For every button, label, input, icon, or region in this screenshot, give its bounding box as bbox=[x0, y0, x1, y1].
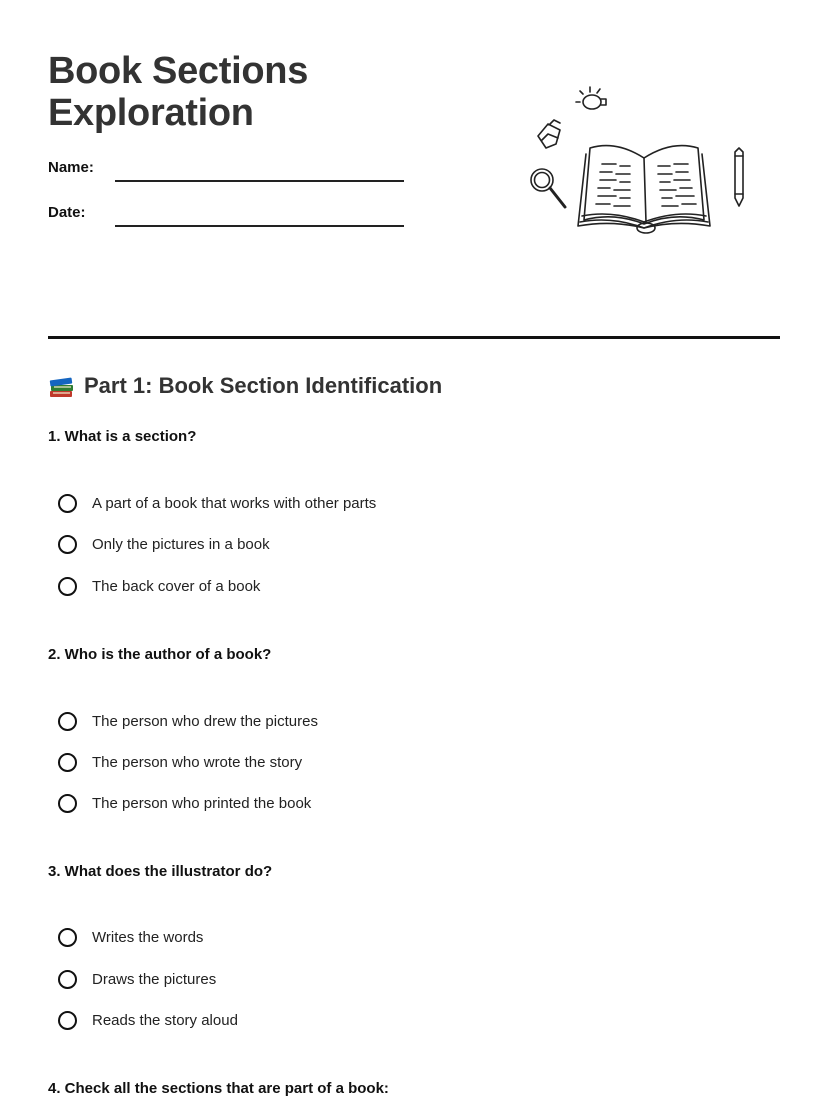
question-1: 1. What is a section? bbox=[48, 428, 197, 445]
q1-option-2[interactable] bbox=[58, 532, 270, 556]
books-icon bbox=[48, 373, 76, 399]
radio-button[interactable] bbox=[58, 1011, 77, 1030]
option-label: Reads the story aloud bbox=[92, 1011, 238, 1029]
option-label: The person who drew the pictures bbox=[92, 712, 318, 730]
q2-option-3[interactable] bbox=[58, 791, 311, 815]
worksheet-title bbox=[48, 50, 308, 134]
open-book-illustration bbox=[528, 84, 752, 240]
magnifier-icon bbox=[531, 169, 565, 207]
name-label: Name: bbox=[48, 159, 94, 176]
option-label: The person who wrote the story bbox=[92, 753, 303, 771]
question-3: 3. What does the illustrator do? bbox=[48, 863, 273, 880]
option-label: Draws the pictures bbox=[92, 970, 217, 988]
q2-option-2[interactable] bbox=[58, 750, 302, 774]
question-4: 4. Check all the sections that are part of a book: bbox=[48, 1080, 389, 1097]
q1-option-1[interactable] bbox=[58, 491, 376, 515]
bulb-doodle-icon bbox=[576, 87, 606, 109]
q3-option-3[interactable] bbox=[58, 1008, 238, 1032]
q3-option-1[interactable] bbox=[58, 925, 203, 949]
open-book-icon bbox=[578, 146, 710, 233]
option-label: The person who printed the book bbox=[92, 794, 312, 812]
title-line-1: Book Sections bbox=[48, 50, 309, 92]
radio-button[interactable] bbox=[58, 753, 77, 772]
date-field[interactable] bbox=[115, 225, 404, 227]
radio-button[interactable] bbox=[58, 794, 77, 813]
radio-button[interactable] bbox=[58, 535, 77, 554]
pencil-icon bbox=[735, 148, 743, 206]
q1-option-3[interactable] bbox=[58, 574, 260, 598]
inkwell-icon bbox=[538, 120, 560, 148]
title-line-2: Exploration bbox=[48, 92, 254, 134]
option-label: A part of a book that works with other parts bbox=[92, 494, 377, 512]
date-label: Date: bbox=[48, 204, 86, 221]
option-label: Only the pictures in a book bbox=[92, 535, 270, 553]
option-label: The back cover of a book bbox=[92, 577, 261, 595]
question-2: 2. Who is the author of a book? bbox=[48, 646, 272, 663]
q3-option-2[interactable] bbox=[58, 967, 216, 991]
radio-button[interactable] bbox=[58, 712, 77, 731]
option-label: Writes the words bbox=[92, 928, 204, 946]
name-field[interactable] bbox=[115, 180, 404, 182]
q2-option-1[interactable] bbox=[58, 709, 318, 733]
radio-button[interactable] bbox=[58, 970, 77, 989]
radio-button[interactable] bbox=[58, 577, 77, 596]
part1-heading bbox=[48, 373, 442, 399]
radio-button[interactable] bbox=[58, 928, 77, 947]
section-divider bbox=[48, 336, 780, 339]
radio-button[interactable] bbox=[58, 494, 77, 513]
part1-heading-text: Part 1: Book Section Identification bbox=[84, 373, 443, 398]
